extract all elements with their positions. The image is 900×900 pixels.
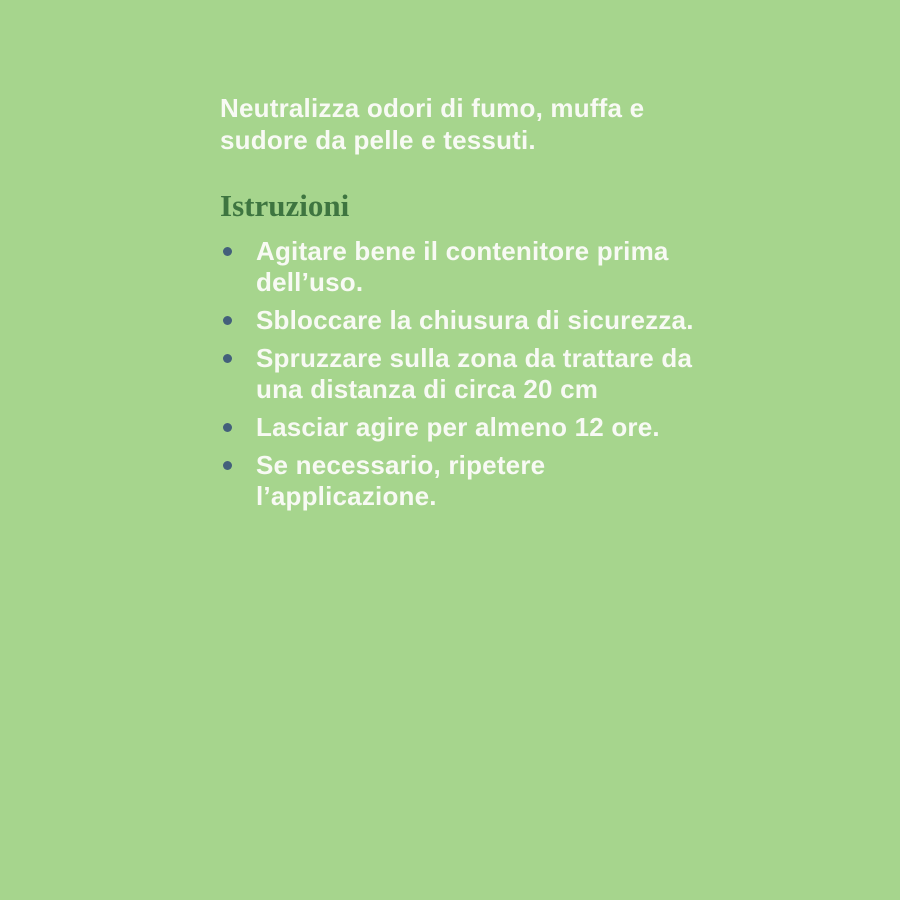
info-panel [220,92,700,519]
instructions-list [220,236,700,512]
bullet-icon [223,247,232,256]
list-item [220,450,700,512]
bullet-icon [223,316,232,325]
list-item [220,412,700,443]
list-item-text: Se necessario, ripetere l’applicazione. [256,450,546,511]
bullet-icon [223,354,232,363]
bullet-icon [223,423,232,432]
list-item-text: Spruzzare sulla zona da trattare da una distanza di circa 20 cm [256,343,693,404]
list-item [220,343,700,405]
instructions-heading: Istruzioni [220,188,350,223]
list-item [220,236,700,298]
bullet-icon [223,461,232,470]
list-item-text: Sbloccare la chiusura di sicurezza. [256,305,694,335]
product-description: Neutralizza odori di fumo, muffa e sudore da pelle e tessuti. [220,93,645,155]
list-item [220,305,700,336]
list-item-text: Lasciar agire per almeno 12 ore. [256,412,660,442]
list-item-text: Agitare bene il contenitore prima dell’uso. [256,236,669,297]
